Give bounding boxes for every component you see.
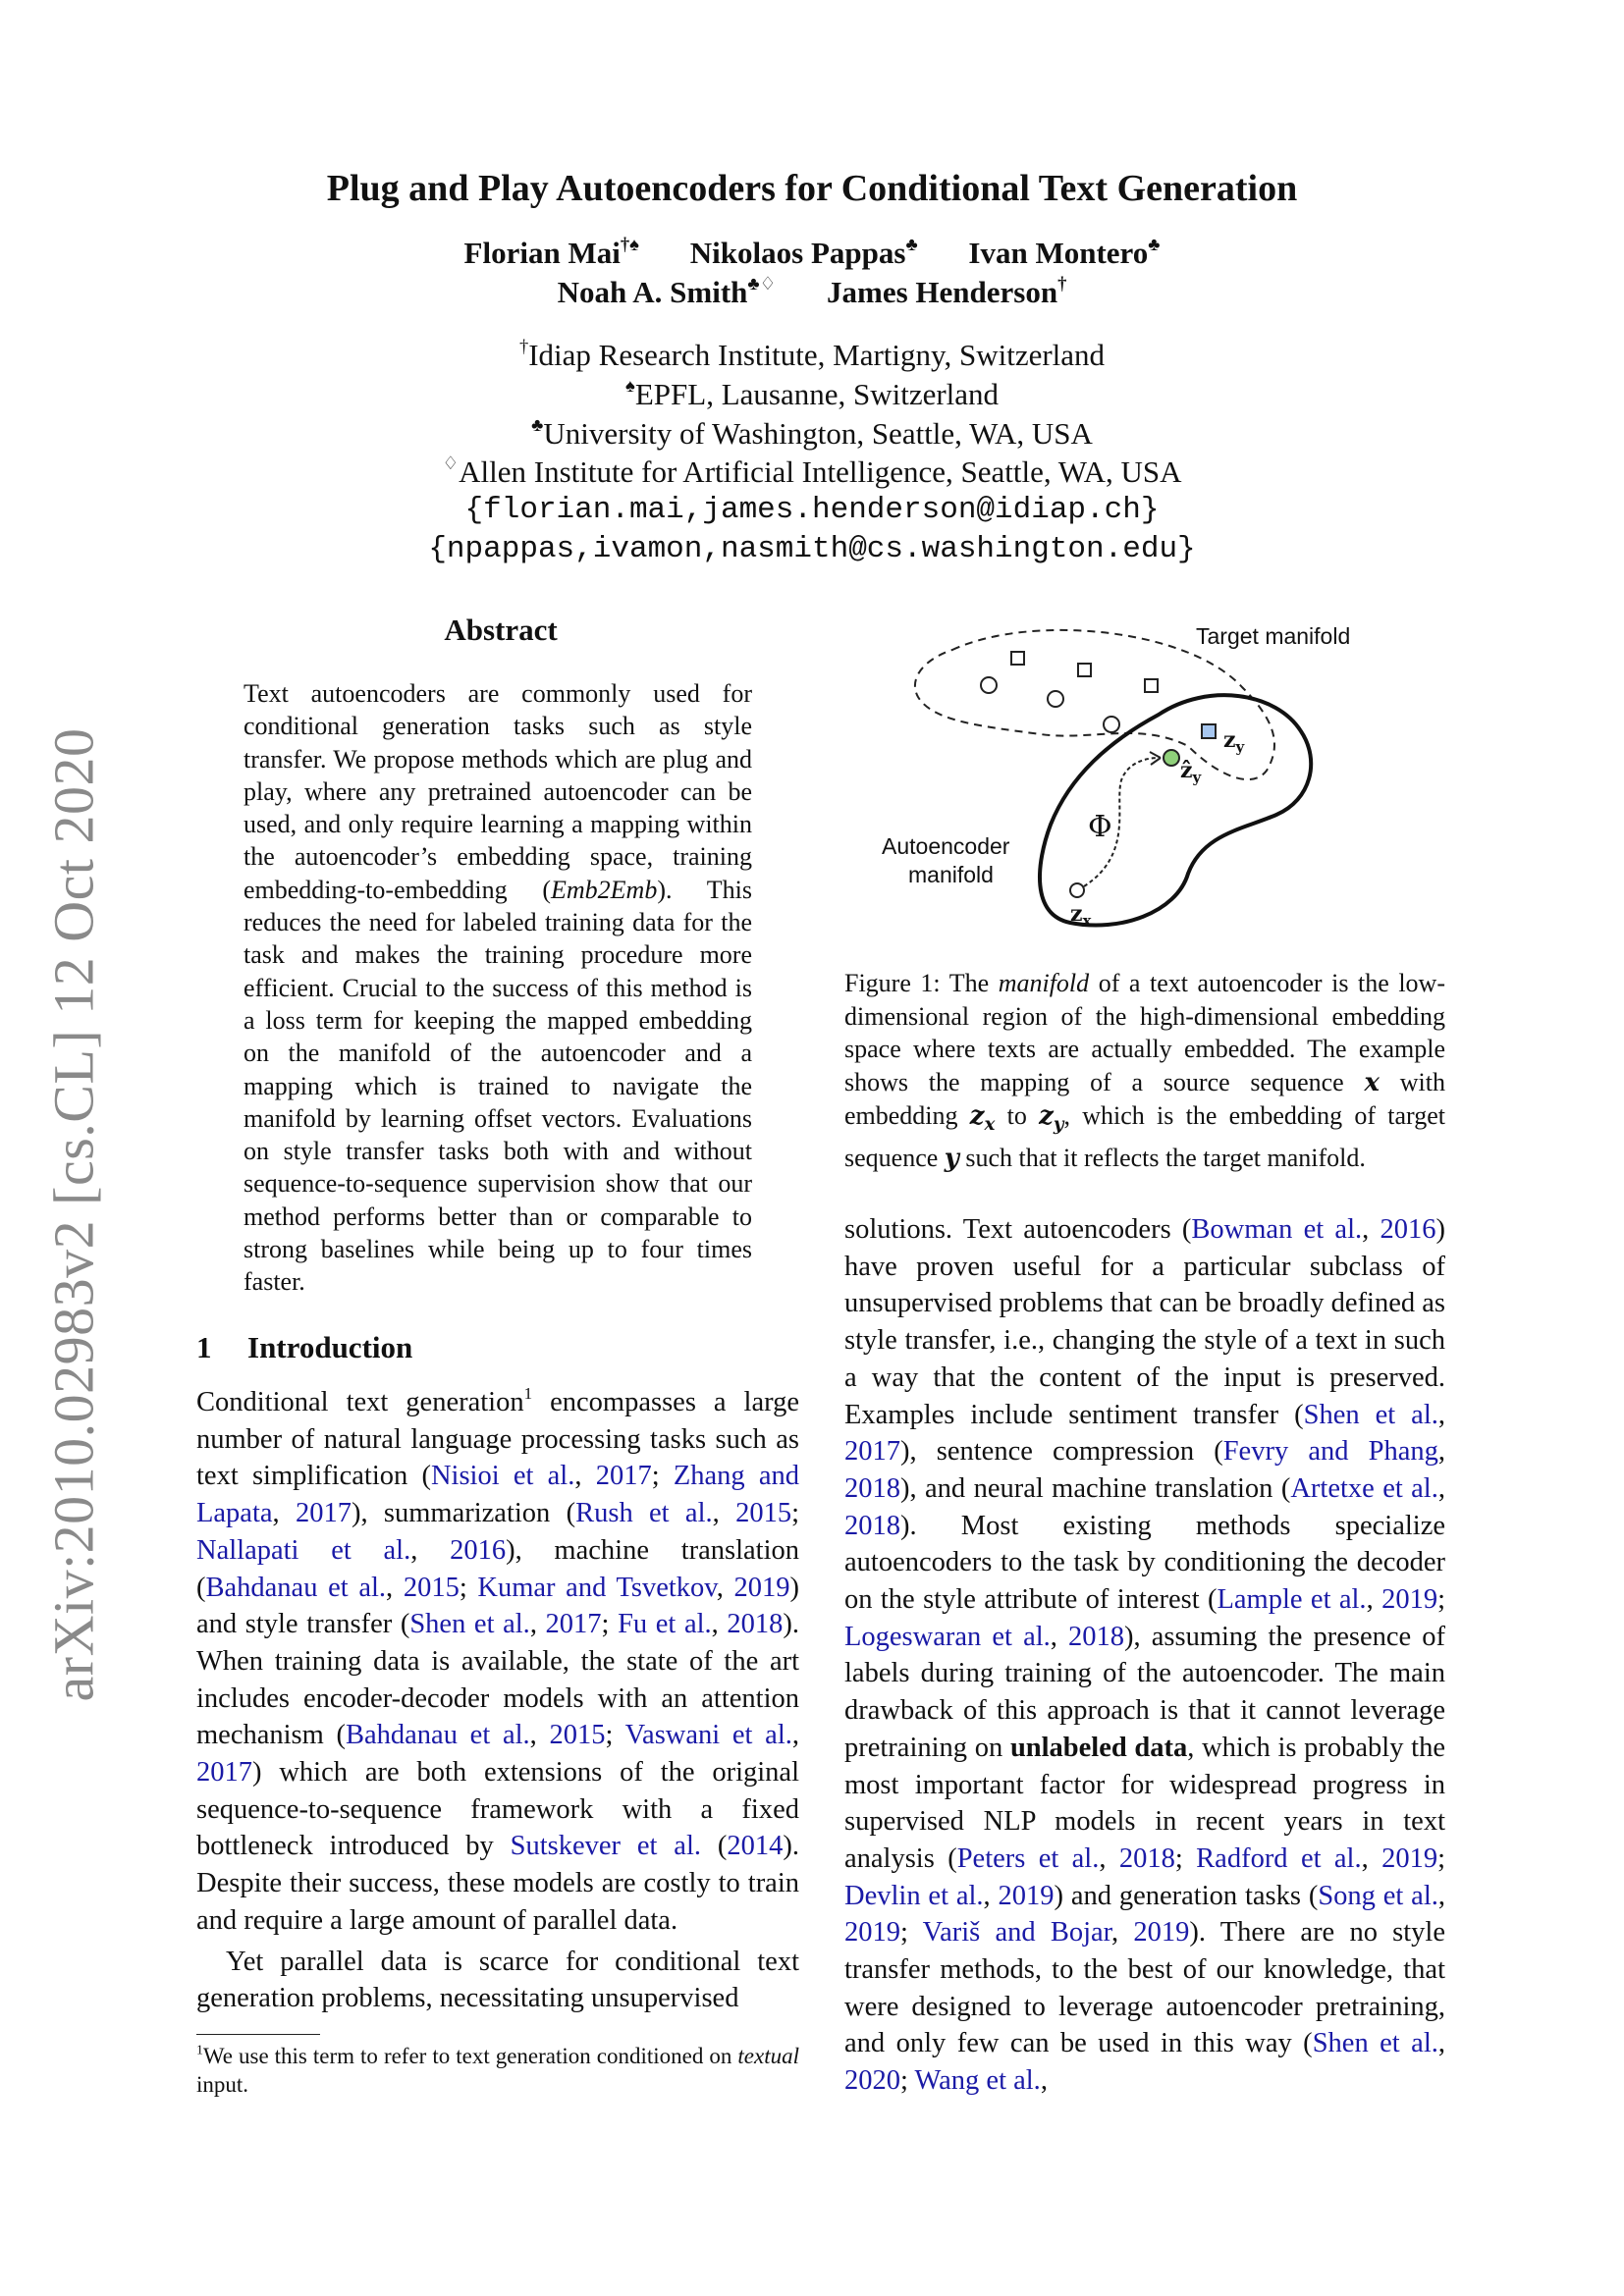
text-run: ) and generation tasks (: [1054, 1880, 1319, 1911]
text-run: Conditional text generation: [196, 1387, 524, 1417]
text-run: with embedding: [844, 1067, 1445, 1130]
citation-link[interactable]: Fevry and Phang: [1222, 1436, 1438, 1468]
text-run: ;: [1174, 1842, 1197, 1874]
text-run: ,: [1050, 1621, 1069, 1652]
author-name: Ivan Montero: [968, 236, 1149, 270]
autoencoder-manifold-label: manifold: [908, 862, 994, 887]
text-run: ) which are both extensions of the original sequence-to-sequence framework with a fixed bottleneck introduced by: [196, 1757, 799, 1862]
text-run: ,: [1361, 1842, 1382, 1874]
text-run: ,: [529, 1720, 550, 1751]
arxiv-identifier: arXiv:2010.02983v2 [cs.CL] 12 Oct 2020: [41, 727, 106, 1702]
figure-manifold-diagram: [864, 609, 1414, 952]
text-run: ;: [605, 1720, 625, 1751]
target-sample-square: [1078, 664, 1091, 676]
left-column: [196, 1384, 799, 2017]
citation-link[interactable]: Nallapati et al.: [196, 1534, 411, 1566]
citation-link[interactable]: Devlin et al.: [844, 1880, 984, 1911]
abstract-text: ). This reduces the need for labeled training data for the task and makes the training procedure more efficient. Crucial to the success of this method is a loss term for keeping the mapped embedding on the manifold of the autoencoder and a mapping which is trained to navigate the manifold by learning offset vectors. Evaluations on style transfer tasks both with and without sequence-to-sequence supervision show that our method performs better than or comparable to strong baselines while being up to four times faster.: [244, 875, 752, 1297]
text-run: ,: [1366, 1584, 1382, 1616]
text-run: ). Despite their success, these models are costly to train and require a large amount of parallel data.: [196, 1831, 799, 1936]
footnote-rule: [196, 2034, 320, 2035]
text-run: ) have proven useful for a particular subclass of unsupervised problems that can be broadly defined as style transfer, i.e., changing the style of a text in such a way that the content of the input is preserved. Examples include sentiment transfer (: [844, 1214, 1446, 1430]
affiliation-text: EPFL, Lausanne, Switzerland: [634, 377, 1000, 411]
author-marks: ♣: [1148, 234, 1161, 255]
citation-link[interactable]: Shen et al.: [409, 1609, 530, 1640]
author-marks: ♣♢: [747, 273, 777, 294]
footnote-emphasis: textual: [737, 2044, 799, 2068]
section-number: 1: [196, 1330, 212, 1364]
text-run: ,: [529, 1609, 546, 1640]
citation-link[interactable]: Zhang and Lapata: [196, 1461, 799, 1529]
citation-link[interactable]: 2017: [545, 1609, 602, 1640]
text-run: ). There are no style transfer methods, to the best of our knowledge, that were designed to leverage autoencoder pretraining, and only few can be used in this way (: [844, 1917, 1446, 2059]
text-run: ,: [1362, 1214, 1380, 1245]
citation-link[interactable]: 2019: [1133, 1917, 1190, 1949]
text-run: ), machine translation (: [196, 1534, 800, 1603]
citation-link[interactable]: Radford et al.: [1196, 1842, 1362, 1874]
autoencoder-manifold-label: Autoencoder: [882, 833, 1010, 859]
citation-link[interactable]: Lample et al.: [1217, 1584, 1367, 1616]
text-run: ). When training data is available, the state of the art includes encoder-decoder models with an attention mechanism (: [196, 1609, 800, 1751]
paragraph: [196, 1384, 799, 1940]
text-run: ,: [1437, 1880, 1445, 1911]
target-sample-square: [1145, 679, 1158, 692]
section-title: Introduction: [247, 1330, 413, 1364]
zhat-label: ẑ$_y$: [1180, 758, 1202, 786]
text-run: ), sentence compression (: [900, 1436, 1223, 1468]
citation-link[interactable]: 2015: [735, 1498, 792, 1529]
citation-link[interactable]: 2018: [1118, 1842, 1175, 1874]
authors-line-1: [0, 234, 1624, 273]
author-name: Florian Mai: [463, 236, 621, 270]
text-run: ,: [1437, 1436, 1445, 1468]
source-sample-circle: [1104, 717, 1119, 732]
math-symbol: z: [1039, 1101, 1054, 1131]
math-symbol: y: [944, 1143, 959, 1173]
text-run: ,: [712, 1498, 736, 1529]
citation-link[interactable]: Sutskever et al.: [510, 1831, 702, 1862]
citation-link[interactable]: Song et al.: [1318, 1880, 1438, 1911]
zhat-point: [1164, 750, 1179, 766]
footnote-text: We use this term to refer to text generation conditioned on: [202, 2044, 738, 2068]
author-name: Nikolaos Pappas: [689, 236, 906, 270]
authors-line-2: [0, 273, 1624, 312]
target-manifold-outline: [915, 630, 1274, 779]
citation-link[interactable]: 2019: [733, 1572, 790, 1603]
citation-link[interactable]: Peters et al.: [956, 1842, 1100, 1874]
text-run: Yet parallel data is scarce for conditional text generation problems, necessitating unsupervised: [196, 1946, 799, 2014]
citation-link[interactable]: Nisioi et al.: [430, 1461, 575, 1492]
affiliation-text: University of Washington, Seattle, WA, USA: [543, 416, 1093, 451]
text-run: ) and style transfer (: [196, 1572, 799, 1640]
citation-link[interactable]: Shen et al.: [1303, 1399, 1438, 1430]
citation-link[interactable]: Bowman et al.: [1191, 1214, 1363, 1245]
arxiv-sidebar: [39, 721, 108, 1708]
citation-link[interactable]: 2016: [1380, 1214, 1436, 1245]
text-run: ), assuming the presence of labels during training of the autoencoder. The main drawback of this approach is that it cannot leverage pretraining on: [844, 1621, 1445, 1763]
text-run: ;: [459, 1572, 478, 1603]
paragraph: [844, 1211, 1445, 2100]
math-symbol: x: [1364, 1067, 1380, 1097]
text-run: ), summarization (: [351, 1498, 576, 1529]
affiliation: [0, 375, 1624, 414]
math-subscript: x: [984, 1114, 996, 1136]
target-sample-square: [1011, 652, 1024, 665]
zx-label: $z_x$: [1070, 901, 1092, 930]
affiliation: [0, 336, 1624, 375]
text-run: ;: [900, 1917, 923, 1949]
citation-link[interactable]: Artetxe et al.: [1290, 1472, 1438, 1504]
affiliation: [0, 414, 1624, 454]
text-run: ,: [1437, 2028, 1445, 2059]
text-run: ,: [983, 1880, 999, 1911]
citation-link[interactable]: Logeswaran et al.: [844, 1621, 1051, 1652]
paper-title: Plug and Play Autoencoders for Conditional Text Generation: [326, 168, 1298, 209]
text-run: ,: [1111, 1917, 1134, 1949]
citation-link[interactable]: 2019: [844, 1917, 900, 1949]
text-run: ,: [791, 1720, 799, 1751]
text-run: ,: [386, 1572, 404, 1603]
figure-caption: [844, 967, 1445, 1175]
text-run: encompasses a large number of natural language processing tasks such as text simplification (: [196, 1387, 799, 1492]
zx-point: [1070, 883, 1084, 897]
abstract-body: [244, 677, 752, 1299]
citation-link[interactable]: 2018: [844, 1510, 900, 1541]
citation-link[interactable]: 2019: [1381, 1584, 1438, 1616]
citation-link[interactable]: 2019: [1381, 1842, 1438, 1874]
text-run: solutions. Text autoencoders (: [844, 1214, 1192, 1245]
text-run: (: [701, 1831, 728, 1862]
zy-point: [1202, 724, 1216, 738]
text-run: ,: [410, 1534, 451, 1566]
affiliation: [0, 453, 1624, 492]
zy-label: $z_y$: [1223, 727, 1245, 756]
citation-link[interactable]: Wang et al.: [914, 2065, 1041, 2097]
citation-link[interactable]: 2018: [1068, 1621, 1125, 1652]
footnote-text: input.: [196, 2072, 249, 2097]
abstract-emphasis: Emb2Emb: [551, 875, 658, 904]
text-run: , which is the embedding of target sequence: [844, 1101, 1446, 1172]
author-marks: †: [1057, 273, 1067, 294]
email-line[interactable]: {florian.mai,james.henderson@idiap.ch}: [464, 493, 1160, 527]
citation-link[interactable]: 2014: [727, 1831, 784, 1862]
footnote-mark: 1: [196, 2042, 203, 2057]
text-run: ;: [651, 1461, 674, 1492]
affiliation-mark: ♢: [442, 453, 460, 474]
affiliation-mark: ♣: [531, 414, 544, 436]
text-run: Figure 1: The: [844, 969, 999, 997]
text-run: ;: [900, 2065, 915, 2097]
affiliation-mark: ♠: [624, 375, 635, 397]
italic-text: manifold: [998, 969, 1090, 997]
author-name: Noah A. Smith: [557, 275, 748, 309]
math-symbol: z: [969, 1101, 985, 1131]
email-line[interactable]: {npappas,ivamon,nasmith@cs.washington.edu}: [428, 532, 1196, 566]
text-run: ;: [1437, 1842, 1446, 1874]
source-sample-circle: [1048, 691, 1063, 707]
text-run: ). Most existing methods specialize autoencoders to the task by conditioning the decoder on the style attribute of interest (: [844, 1510, 1445, 1616]
citation-link[interactable]: 2015: [403, 1572, 460, 1603]
citation-link[interactable]: 2017: [844, 1436, 900, 1468]
affiliation-text: Idiap Research Institute, Martigny, Switzerland: [528, 338, 1106, 372]
abstract-text: Text autoencoders are commonly used for conditional generation tasks such as style transfer. We propose methods which are plug and play, where any pretrained autoencoder can be used, and only require learning a mapping within the autoencoder’s embedding space, training embedding-to-embedding (: [244, 679, 752, 904]
author-marks: ♣: [905, 234, 918, 255]
citation-link[interactable]: 2015: [549, 1720, 606, 1751]
text-run: ,: [574, 1461, 596, 1492]
text-run: ,: [1437, 1472, 1445, 1504]
paragraph: [196, 1944, 799, 2017]
math-subscript: y: [1053, 1114, 1064, 1136]
text-run: ,: [716, 1572, 734, 1603]
affiliation-text: Allen Institute for Artificial Intelligence, Seattle, WA, USA: [459, 454, 1182, 489]
bold-text: unlabeled data: [1009, 1732, 1188, 1763]
citation-link[interactable]: 2019: [998, 1880, 1055, 1911]
text-run: , which is probably the most important factor for widespread progress in supervised NLP models in recent years in text analysis (: [844, 1732, 1445, 1874]
citation-link[interactable]: 2018: [727, 1609, 784, 1640]
citation-link[interactable]: Fu et al.: [618, 1609, 712, 1640]
abstract-heading: Abstract: [444, 613, 558, 647]
text-run: ), and neural machine translation (: [900, 1472, 1291, 1504]
author-name: James Henderson: [827, 275, 1058, 309]
manifold-diagram: [864, 609, 1414, 952]
footnote-ref[interactable]: 1: [523, 1384, 533, 1404]
text-run: ;: [791, 1498, 799, 1529]
source-sample-circle: [981, 677, 997, 693]
text-run: such that it reflects the target manifold.: [958, 1143, 1366, 1172]
citation-link[interactable]: 2016: [450, 1534, 507, 1566]
text-run: to: [995, 1101, 1040, 1130]
affiliation-mark: †: [518, 336, 529, 357]
text-run: ,: [1099, 1842, 1119, 1874]
citation-link[interactable]: Shen et al.: [1312, 2028, 1438, 2059]
citation-link[interactable]: Bahdanau et al.: [346, 1720, 530, 1751]
citation-link[interactable]: Variš and Bojar: [922, 1917, 1112, 1949]
text-run: of a text autoencoder is the low-dimensional region of the high-dimensional embedding space where texts are actually embedded. The example shows the mapping of a source sequence: [844, 969, 1445, 1096]
text-run: ,: [1040, 2065, 1048, 2097]
phi-label: Φ: [1088, 810, 1112, 844]
citation-link[interactable]: 2018: [844, 1472, 900, 1504]
citation-link[interactable]: 2017: [295, 1498, 352, 1529]
target-manifold-label: Target manifold: [1196, 623, 1351, 649]
footnote: [196, 2042, 799, 2099]
citation-link[interactable]: Bahdanau et al.: [205, 1572, 387, 1603]
section-heading: [196, 1330, 412, 1365]
text-run: ,: [272, 1498, 296, 1529]
citation-link[interactable]: 2017: [196, 1757, 252, 1789]
citation-link[interactable]: Vaswani et al.: [624, 1720, 792, 1751]
text-run: ,: [1437, 1399, 1445, 1430]
text-run: ;: [1437, 1584, 1445, 1616]
text-run: ;: [601, 1609, 619, 1640]
author-marks: †♠: [620, 234, 640, 255]
citation-link[interactable]: Rush et al.: [575, 1498, 713, 1529]
citation-link[interactable]: 2017: [595, 1461, 652, 1492]
citation-link[interactable]: 2020: [844, 2065, 900, 2097]
citation-link[interactable]: Kumar and Tsvetkov: [477, 1572, 717, 1603]
text-run: ,: [711, 1609, 728, 1640]
right-column: [844, 1211, 1445, 2100]
